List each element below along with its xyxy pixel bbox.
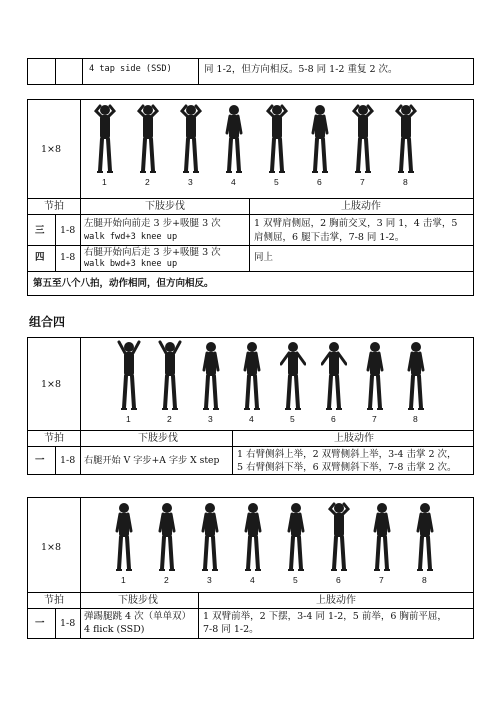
row-arms-2: 5 右臂侧斜下举，6 双臂侧斜下举，7-8 击掌 2 次。 <box>237 462 457 473</box>
figure-number: 3 <box>207 575 212 585</box>
row-arms-1: 1 右臂侧斜上举，2 双臂侧斜上举，3-4 击掌 2 次， <box>237 449 457 460</box>
beat-header: 节拍 <box>44 595 64 606</box>
count-label: 1×8 <box>41 144 62 155</box>
figure-number: 4 <box>250 575 255 585</box>
arms-header: 上肢动作 <box>334 433 374 444</box>
divider <box>82 58 83 85</box>
row-beat: 1-8 <box>60 455 76 466</box>
divider <box>55 214 56 271</box>
divider <box>80 99 81 198</box>
dancer-figure <box>326 501 352 577</box>
beat-header: 节拍 <box>44 433 64 444</box>
dancer-figure <box>135 103 161 179</box>
arms-header: 上肢动作 <box>341 201 381 212</box>
row-legs-en: walk bwd+3 knee up <box>84 259 178 269</box>
divider <box>80 198 81 271</box>
figure-number: 3 <box>208 414 213 424</box>
dancer-figure <box>157 340 183 416</box>
divider <box>198 58 199 85</box>
divider <box>27 245 474 246</box>
divider <box>198 592 199 639</box>
dancer-figure <box>369 501 395 577</box>
row-legs-2: 4 flick (SSD) <box>84 624 145 635</box>
row-legs: 右腿开始 V 字步+A 字步 X step <box>84 455 220 466</box>
dancer-figure <box>116 340 142 416</box>
section-title: 组合四 <box>29 315 66 329</box>
dancer-figure <box>197 501 223 577</box>
row-arms-1: 1 双臂前举，2 下摆，3-4 同 1-2，5 前举，6 胸前平屈， <box>203 611 447 622</box>
divider <box>232 430 233 475</box>
figure-number: 8 <box>413 414 418 424</box>
dancer-figure <box>321 340 347 416</box>
dancer-figure <box>403 340 429 416</box>
dancer-figure <box>350 103 376 179</box>
table-note: 第五至八个八拍，动作相同，但方向相反。 <box>33 278 214 289</box>
row-arms-2: 肩侧屈，6 腿下击掌，7-8 同 1-2。 <box>254 232 405 243</box>
figure-number: 1 <box>102 177 107 187</box>
row-label: 三 <box>35 225 45 236</box>
row-legs-1: 弹踢腿跳 4 次（单单双） <box>84 611 192 622</box>
beat-header: 节拍 <box>44 201 64 212</box>
count-label: 1×8 <box>41 379 62 390</box>
figure-number: 6 <box>317 177 322 187</box>
figure-number: 5 <box>290 414 295 424</box>
dancer-figure <box>92 103 118 179</box>
figure-number: 8 <box>422 575 427 585</box>
dancer-figure <box>239 340 265 416</box>
dancer-figure <box>412 501 438 577</box>
row-beat: 1-8 <box>60 252 76 263</box>
divider <box>55 608 56 639</box>
dancer-figure <box>362 340 388 416</box>
legs-header: 下肢步伐 <box>118 595 158 606</box>
dancer-figure <box>280 340 306 416</box>
figure-number: 7 <box>360 177 365 187</box>
figure-number: 2 <box>145 177 150 187</box>
dancer-figure <box>307 103 333 179</box>
dancer-figure <box>221 103 247 179</box>
figure-number: 8 <box>403 177 408 187</box>
divider <box>55 446 56 475</box>
divider <box>27 271 474 272</box>
legs-header: 下肢步伐 <box>138 433 178 444</box>
row-arms-2: 7-8 同 1-2。 <box>203 624 259 635</box>
divider <box>27 198 474 199</box>
count-label: 1×8 <box>41 542 62 553</box>
figure-number: 4 <box>231 177 236 187</box>
dancer-figure <box>178 103 204 179</box>
top-arm-text: 同 1-2，但方向相反。5-8 同 1-2 重复 2 次。 <box>204 64 398 75</box>
figure-number: 1 <box>126 414 131 424</box>
divider <box>55 58 56 85</box>
divider <box>80 497 81 639</box>
figure-number: 7 <box>372 414 377 424</box>
divider <box>80 337 81 475</box>
arms-header: 上肢动作 <box>316 595 356 606</box>
figure-number: 2 <box>164 575 169 585</box>
dancer-figure <box>198 340 224 416</box>
row-legs-cn: 右腿开始向后走 3 步+吸腿 3 次 <box>84 247 221 258</box>
row-legs-en: walk fwd+3 knee up <box>84 232 178 242</box>
row-label: 一 <box>35 455 45 466</box>
divider <box>249 198 250 271</box>
row-arms-1: 同上 <box>254 252 274 263</box>
dancer-figure <box>240 501 266 577</box>
figure-number: 5 <box>274 177 279 187</box>
figure-number: 6 <box>331 414 336 424</box>
row-legs-cn: 左腿开始向前走 3 步+吸腿 3 次 <box>84 218 221 229</box>
row-label: 一 <box>35 618 45 629</box>
row-beat: 1-8 <box>60 225 76 236</box>
figure-number: 2 <box>167 414 172 424</box>
divider <box>27 214 474 215</box>
divider <box>27 446 474 447</box>
dancer-figure <box>111 501 137 577</box>
divider <box>27 430 474 431</box>
row-beat: 1-8 <box>60 618 76 629</box>
divider <box>27 608 474 609</box>
figure-number: 5 <box>293 575 298 585</box>
figure-number: 1 <box>121 575 126 585</box>
legs-header: 下肢步伐 <box>145 201 185 212</box>
row-label: 四 <box>35 252 45 263</box>
row-arms-1: 1 双臂肩侧屈，2 胸前交叉，3 同 1，4 击掌，5 <box>254 218 458 229</box>
dancer-figure <box>264 103 290 179</box>
dancer-figure <box>393 103 419 179</box>
figure-number: 3 <box>188 177 193 187</box>
dancer-figure <box>283 501 309 577</box>
figure-number: 6 <box>336 575 341 585</box>
divider <box>27 592 474 593</box>
figure-number: 7 <box>379 575 384 585</box>
dancer-figure <box>154 501 180 577</box>
figure-number: 4 <box>249 414 254 424</box>
top-step-text: 4 tap side (SSD) <box>89 64 172 74</box>
